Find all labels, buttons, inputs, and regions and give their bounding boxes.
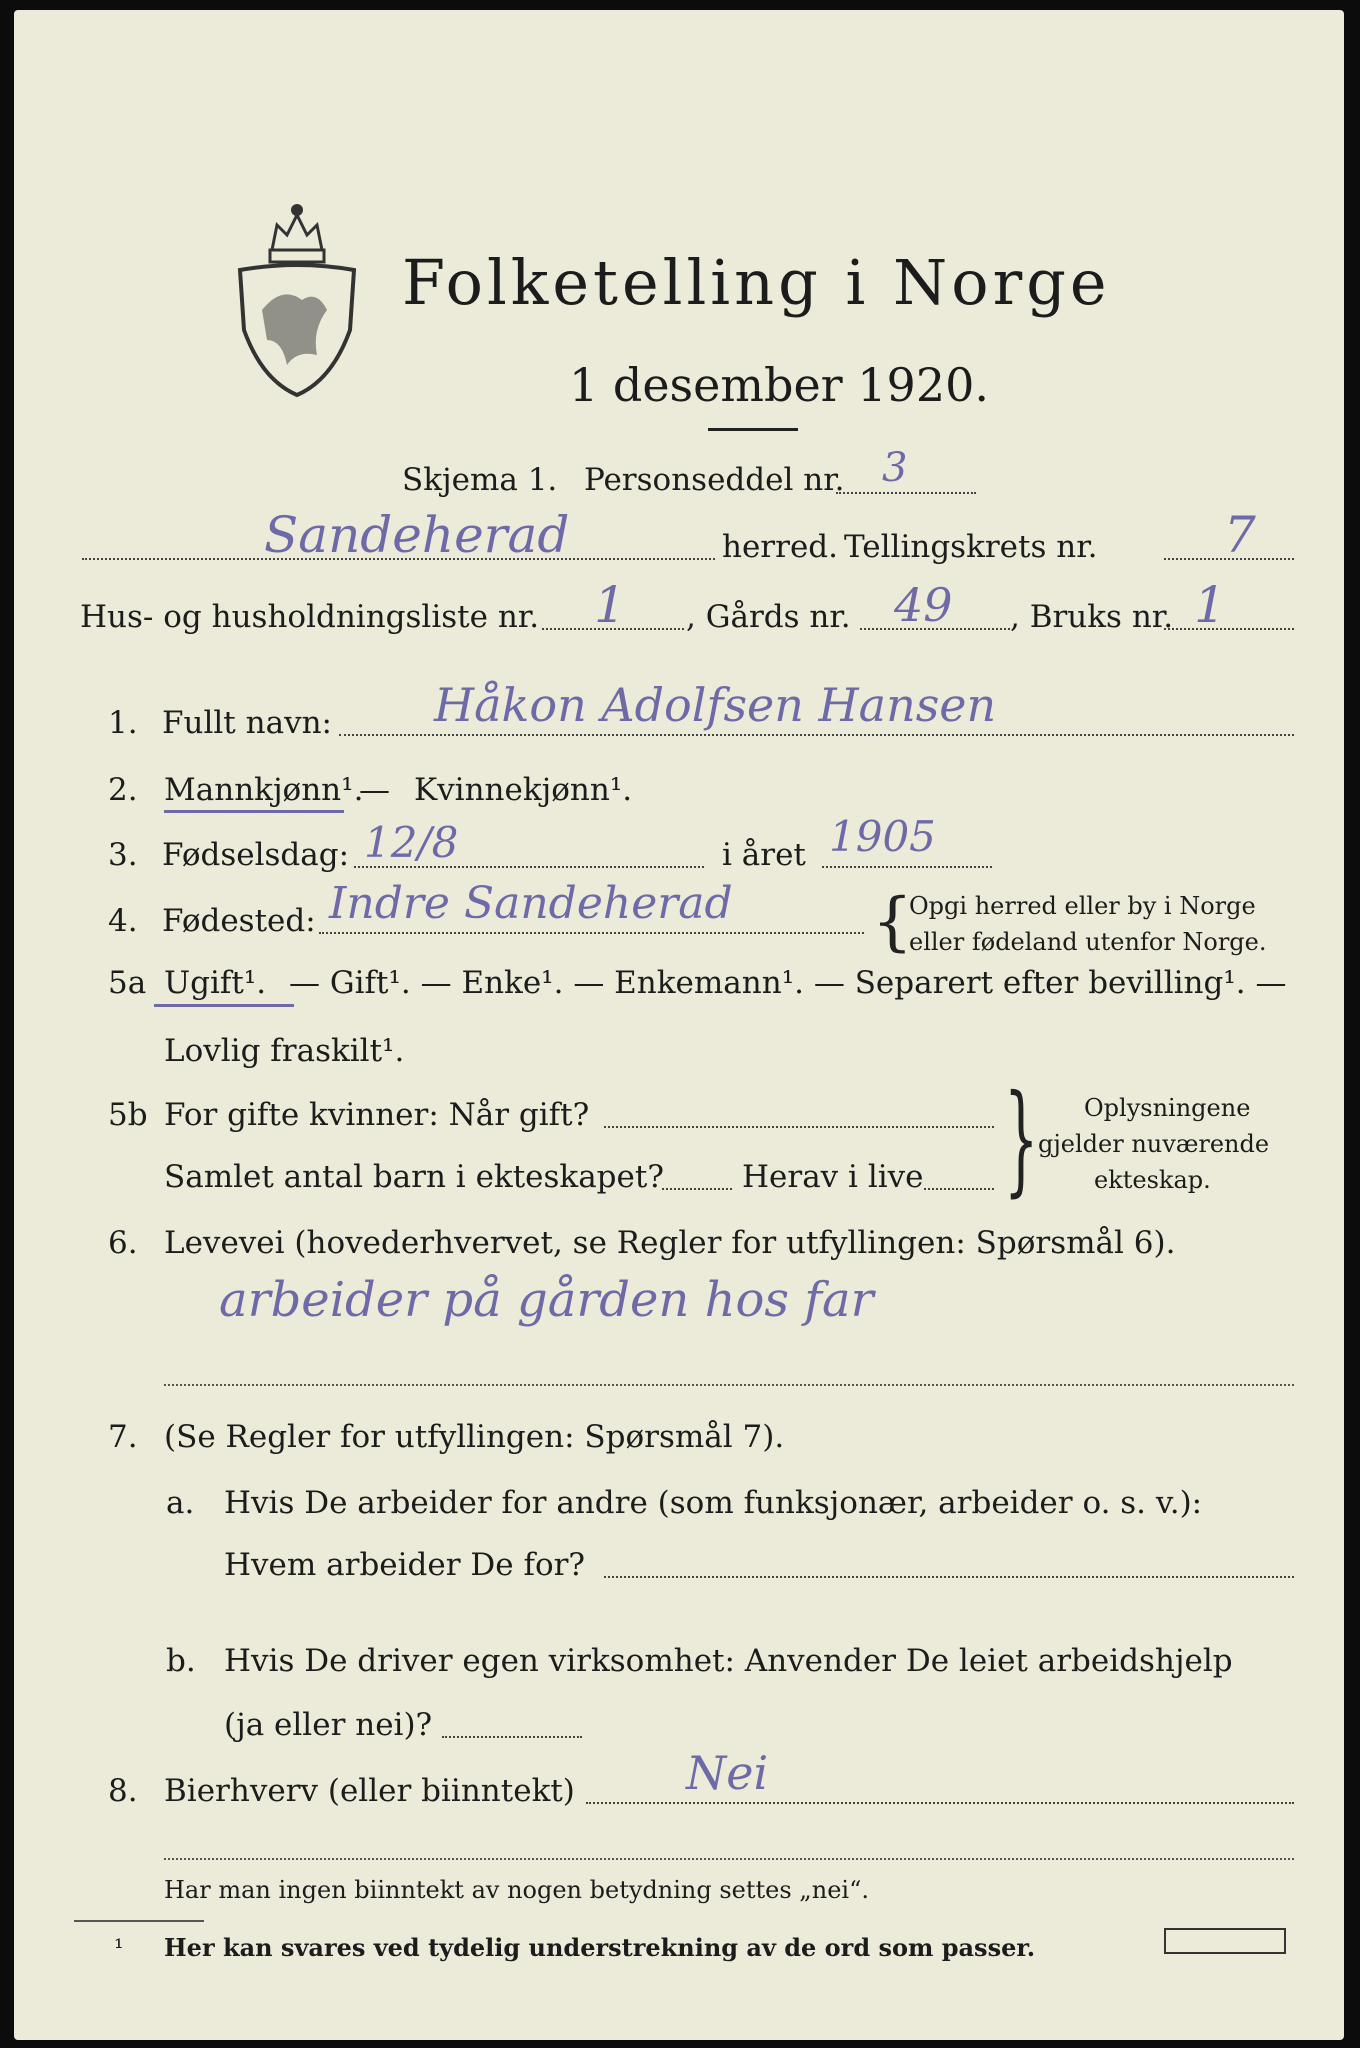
hired-help-label: (ja eller nei)? (224, 1707, 433, 1743)
q8-note: Har man ingen biinntekt av nogen betydning settes „nei“. (164, 1876, 869, 1904)
personseddel-value: 3 (882, 445, 908, 491)
children-alive-field[interactable] (924, 1188, 994, 1190)
birthplace-value: Indre Sandeherad (329, 878, 733, 929)
form-title: Folketelling i Norge (402, 246, 1111, 319)
bruks-field[interactable] (1164, 628, 1294, 630)
q7a-label: Hvis De arbeider for andre (som funksjonær, arbeider o. s. v.): (224, 1485, 1203, 1521)
q5b-note-line2: gjelder nuværende (1038, 1130, 1270, 1158)
q3-label: Fødselsdag: (162, 837, 350, 873)
hired-help-field[interactable] (442, 1736, 582, 1738)
side-income-field[interactable] (586, 1802, 1294, 1804)
personseddel-field[interactable] (836, 492, 976, 494)
divorced-option[interactable]: Lovlig fraskilt¹. (164, 1033, 405, 1069)
census-date: 1 desember 1920. (569, 358, 989, 412)
side-income-field-2[interactable] (164, 1858, 1294, 1860)
q7a-marker: a. (166, 1485, 195, 1521)
q8-number: 8. (108, 1773, 138, 1809)
footnote-text: Her kan svares ved tydelig understrekning av de ord som passer. (164, 1933, 1036, 1962)
herred-label: herred. (722, 529, 838, 565)
husliste-label: Hus- og husholdningsliste nr. (80, 599, 540, 635)
birthplace-field[interactable] (319, 932, 864, 934)
children-alive-label: Herav i live (742, 1159, 924, 1195)
occupation-value: arbeider på gården hos far (219, 1272, 874, 1328)
q7-label: (Se Regler for utfyllingen: Spørsmål 7). (164, 1419, 785, 1455)
year-label: i året (722, 837, 806, 873)
employer-label: Hvem arbeider De for? (224, 1547, 586, 1583)
birth-year-value: 1905 (829, 812, 936, 861)
male-option[interactable]: Mannkjønn¹. (164, 772, 364, 808)
gards-value: 49 (894, 578, 953, 632)
birthdate-value: 12/8 (364, 818, 459, 867)
bruks-label: , Bruks nr. (1010, 599, 1174, 635)
q2-number: 2. (108, 772, 138, 808)
printer-stamp (1164, 1928, 1286, 1954)
q4-note-line2: eller fødeland utenfor Norge. (909, 928, 1267, 956)
side-income-value: Nei (686, 1746, 769, 1800)
census-form (14, 10, 1344, 2040)
marital-options[interactable]: — Gift¹. — Enke¹. — Enkemann¹. — Separert efter bevilling¹. — (289, 965, 1287, 1001)
married-when-field[interactable] (604, 1126, 994, 1128)
q5b-note-brace: } (1004, 1070, 1039, 1209)
q3-number: 3. (108, 837, 138, 873)
q4-number: 4. (108, 903, 138, 939)
bruks-value: 1 (1194, 576, 1226, 634)
female-option[interactable]: Kvinnekjønn¹. (414, 772, 633, 808)
q6-label: Levevei (hovederhvervet, se Regler for utfyllingen: Spørsmål 6). (164, 1225, 1176, 1261)
q2-separator: — (359, 772, 390, 808)
employer-field[interactable] (604, 1576, 1294, 1578)
q1-label: Fullt navn: (162, 705, 332, 741)
title-divider (708, 428, 798, 431)
birth-year-field[interactable] (822, 866, 992, 868)
herred-value: Sandeherad (264, 506, 570, 564)
q5b-number: 5b (108, 1097, 148, 1133)
q4-label: Fødested: (162, 903, 316, 939)
unmarried-underline (154, 1004, 294, 1007)
children-total-field[interactable] (662, 1188, 732, 1190)
q5b-note-line1: Oplysningene (1084, 1094, 1251, 1122)
q6-number: 6. (108, 1225, 138, 1261)
occupation-field[interactable] (164, 1384, 1294, 1386)
q1-number: 1. (108, 705, 138, 741)
unmarried-option[interactable]: Ugift¹. (164, 965, 267, 1001)
q7b-label: Hvis De driver egen virksomhet: Anvender De leiet arbeidshjelp (224, 1643, 1233, 1679)
tellingskrets-value: 7 (1224, 506, 1256, 564)
q4-note-brace: { (872, 885, 913, 959)
husliste-value: 1 (594, 576, 626, 634)
q8-label: Bierhverv (eller biinntekt) (164, 1773, 575, 1809)
q4-note-line1: Opgi herred eller by i Norge (909, 892, 1256, 920)
footnote-divider (74, 1920, 204, 1922)
footnote-mark: ¹ (114, 1934, 124, 1962)
full-name-field[interactable] (339, 734, 1294, 736)
q5a-number: 5a (108, 965, 147, 1001)
q7-number: 7. (108, 1419, 138, 1455)
tellingskrets-label: Tellingskrets nr. (844, 529, 1098, 565)
gards-label: , Gårds nr. (686, 599, 851, 635)
married-when-label: For gifte kvinner: Når gift? (164, 1097, 590, 1133)
full-name-value: Håkon Adolfsen Hansen (434, 678, 997, 732)
q5b-note-line3: ekteskap. (1094, 1166, 1211, 1194)
schema-label: Skjema 1. (402, 462, 558, 498)
norwegian-coat-of-arms-icon (232, 190, 362, 400)
children-total-label: Samlet antal barn i ekteskapet? (164, 1159, 664, 1195)
personseddel-label: Personseddel nr. (584, 462, 845, 498)
male-underline (164, 810, 344, 813)
q7b-marker: b. (166, 1643, 196, 1679)
